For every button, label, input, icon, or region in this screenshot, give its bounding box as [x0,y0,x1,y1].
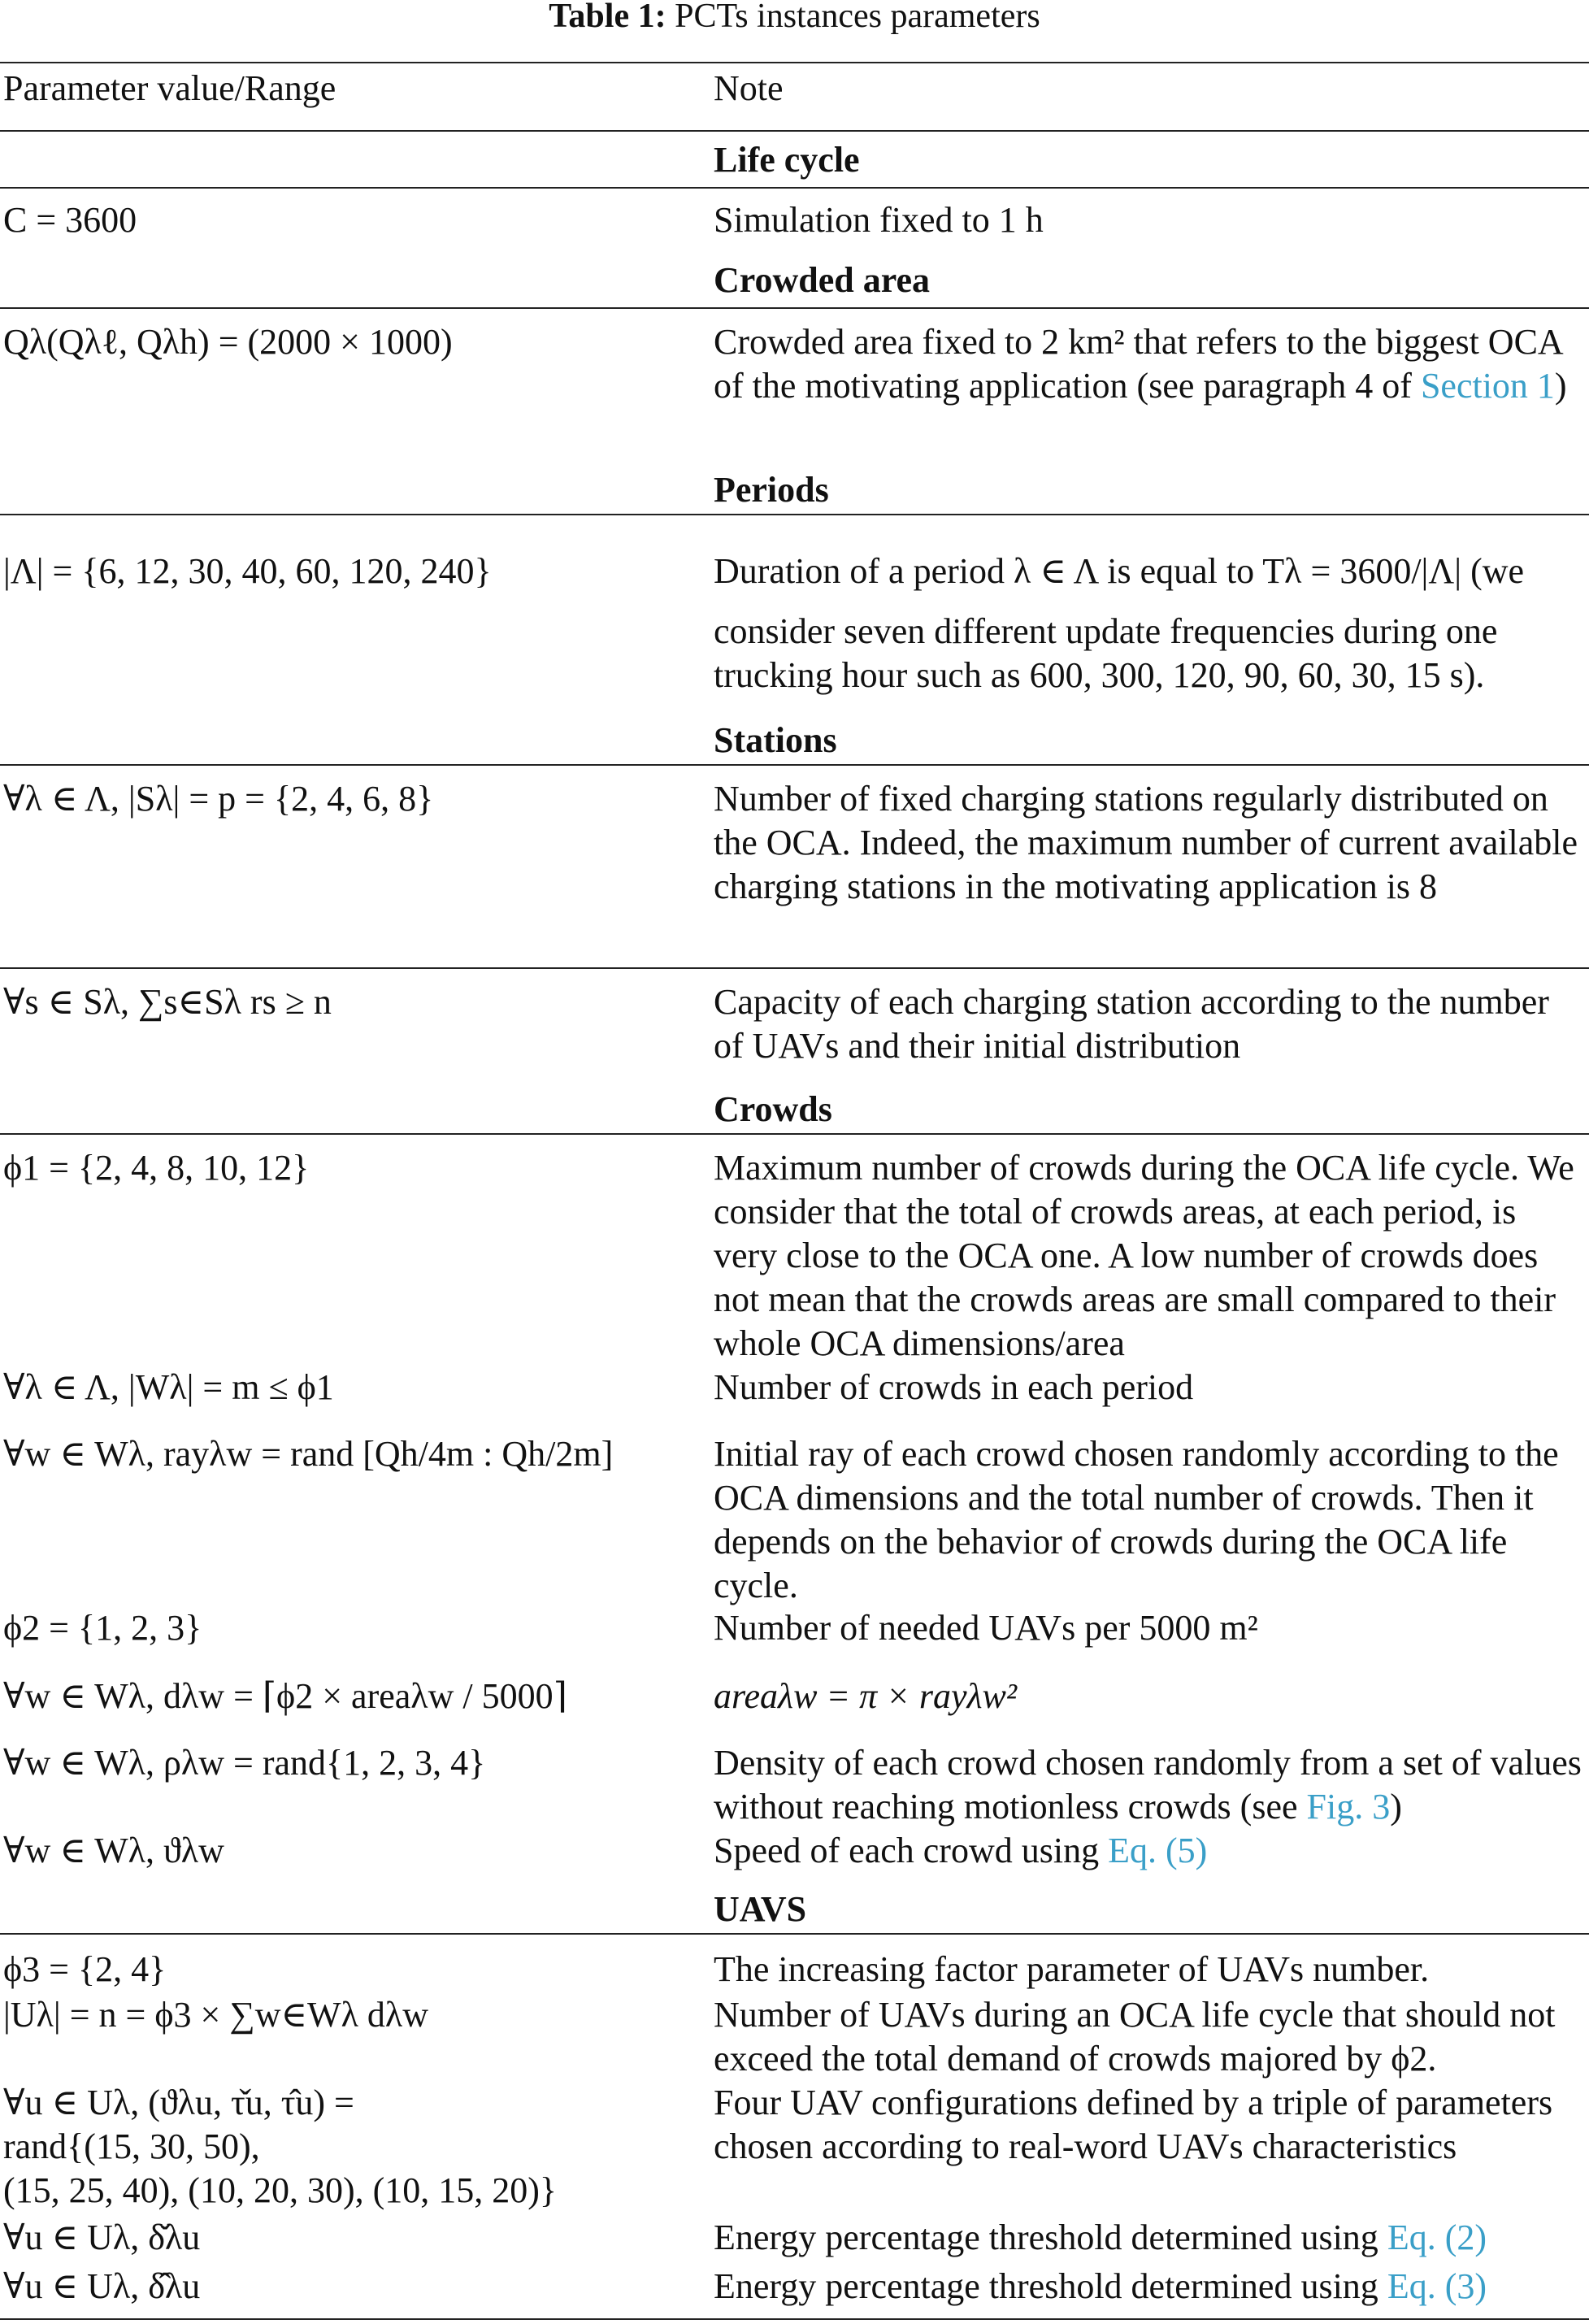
section-title: UAVS [714,1889,807,1929]
param-cell: |Λ| = {6, 12, 30, 40, 60, 120, 240} [3,551,492,591]
note-cell: Number of fixed charging stations regularly distributed on the OCA. Indeed, the maximum number of current available charging stations in the motivating application is 8 [714,779,1578,906]
param-cell: ∀u ∈ Uλ, δ̂λu [3,2266,201,2306]
equation-link[interactable]: Eq. (5) [1108,1831,1208,1870]
note-cell: The increasing factor parameter of UAVs number. [714,1949,1430,1989]
rule [0,1933,1589,1935]
note-text: Density of each crowd chosen randomly from a set of values without reaching motionless crowds (see [714,1743,1582,1827]
param-cell [3,2081,702,2213]
table-caption [0,0,1589,36]
param-cell: ∀λ ∈ Λ, |Sλ| = p = {2, 4, 6, 8} [3,779,434,819]
rule [0,764,1589,766]
note-cell [714,550,1583,697]
param-cell: ∀w ∈ Wλ, ϑλw [3,1831,224,1870]
rule [0,967,1589,969]
rule [0,187,1589,189]
header-col-note: Note [714,68,784,108]
param-cell: C = 3600 [3,200,137,240]
param-cell: |Uλ| = n = ϕ3 × ∑w∈Wλ dλw [3,1995,429,2035]
param-line: (15, 25, 40), (10, 20, 30), (10, 15, 20)} [3,2170,558,2210]
note-text: Duration of a period λ ∈ Λ is equal to Tλ = 3600/|Λ| (we [714,551,1525,591]
note-text: Energy percentage threshold determined using [714,2218,1387,2257]
note-text: Speed of each crowd using [714,1831,1109,1870]
header-col-parameter: Parameter value/Range [3,68,336,108]
note-cell [714,1741,1583,1829]
section-link[interactable]: Section 1 [1420,366,1555,406]
param-cell: ∀s ∈ Sλ, ∑s∈Sλ rs ≥ n [3,982,332,1022]
rule-top [0,62,1589,63]
param-cell: ∀w ∈ Wλ, ρλw = rand{1, 2, 3, 4} [3,1743,486,1783]
note-cell: Initial ray of each crowd chosen randomly according to the OCA dimensions and the total number of crowds. Then it depends on the behavior of crowds during the OCA life cycle. [714,1434,1559,1605]
section-title: Life cycle [714,140,860,180]
note-cell: Maximum number of crowds during the OCA life cycle. We consider that the total of crowds areas, at each period, is very close to the OCA one. A low number of crowds does not mean that the crowds areas are small compared to their whole OCA dimensions/area [714,1148,1574,1363]
param-cell: Qλ(Qλℓ, Qλh) = (2000 × 1000) [3,322,453,362]
note-text: Crowded area fixed to 2 km² that refers to the biggest OCA of the motivating application (see paragraph 4 of [714,322,1562,406]
section-title: Crowds [714,1089,832,1129]
equation-link[interactable]: Eq. (2) [1387,2218,1487,2257]
note-cell: Number of needed UAVs per 5000 m² [714,1608,1258,1648]
table-caption-label: Table 1: [549,0,666,35]
rule [0,1133,1589,1135]
rule-header [0,130,1589,132]
note-cell [714,2265,1583,2309]
section-title: Crowded area [714,260,931,300]
note-text: consider seven different update frequencies during one trucking hour such as 600, 300, 120, 90, 60, 30, 15 s). [714,611,1498,695]
note-cell: areaλw = π × rayλw² [714,1676,1018,1716]
param-cell: ∀λ ∈ Λ, |Wλ| = m ≤ ϕ1 [3,1367,334,1407]
note-text: ) [1554,366,1567,406]
param-cell: ∀u ∈ Uλ, δ̌λu [3,2218,201,2257]
param-line: ∀u ∈ Uλ, (ϑλu, τ̌u, τ̂u) = [3,2083,354,2122]
note-text: Energy percentage threshold determined using [714,2266,1387,2306]
rule-bottom [0,2318,1589,2320]
note-cell: Simulation fixed to 1 h [714,200,1044,240]
figure-link[interactable]: Fig. 3 [1306,1787,1391,1827]
rule [0,514,1589,515]
param-cell: ∀w ∈ Wλ, dλw = ⌈ϕ2 × areaλw / 5000⌉ [3,1676,567,1716]
param-cell: ϕ2 = {1, 2, 3} [3,1608,202,1648]
param-cell: ϕ3 = {2, 4} [3,1949,167,1989]
table-caption-title: PCTs instances parameters [675,0,1040,35]
note-cell [714,320,1583,408]
rule [0,307,1589,309]
section-title: Stations [714,720,837,760]
param-cell: ∀w ∈ Wλ, rayλw = rand [Qh/4m : Qh/2m] [3,1434,614,1474]
note-cell: Number of crowds in each period [714,1367,1194,1407]
note-cell [714,1829,1583,1873]
section-title: Periods [714,470,829,510]
note-cell: Number of UAVs during an OCA life cycle that should not exceed the total demand of crowds majored by ϕ2. [714,1995,1556,2079]
note-text: ) [1390,1787,1402,1827]
note-cell: Capacity of each charging station according to the number of UAVs and their initial distribution [714,982,1549,1066]
param-cell: ϕ1 = {2, 4, 8, 10, 12} [3,1148,310,1188]
note-cell: Four UAV configurations defined by a triple of parameters chosen according to real-word UAVs characteristics [714,2083,1553,2166]
note-cell [714,2216,1583,2260]
param-line: rand{(15, 30, 50), [3,2126,260,2166]
equation-link[interactable]: Eq. (3) [1387,2266,1487,2306]
